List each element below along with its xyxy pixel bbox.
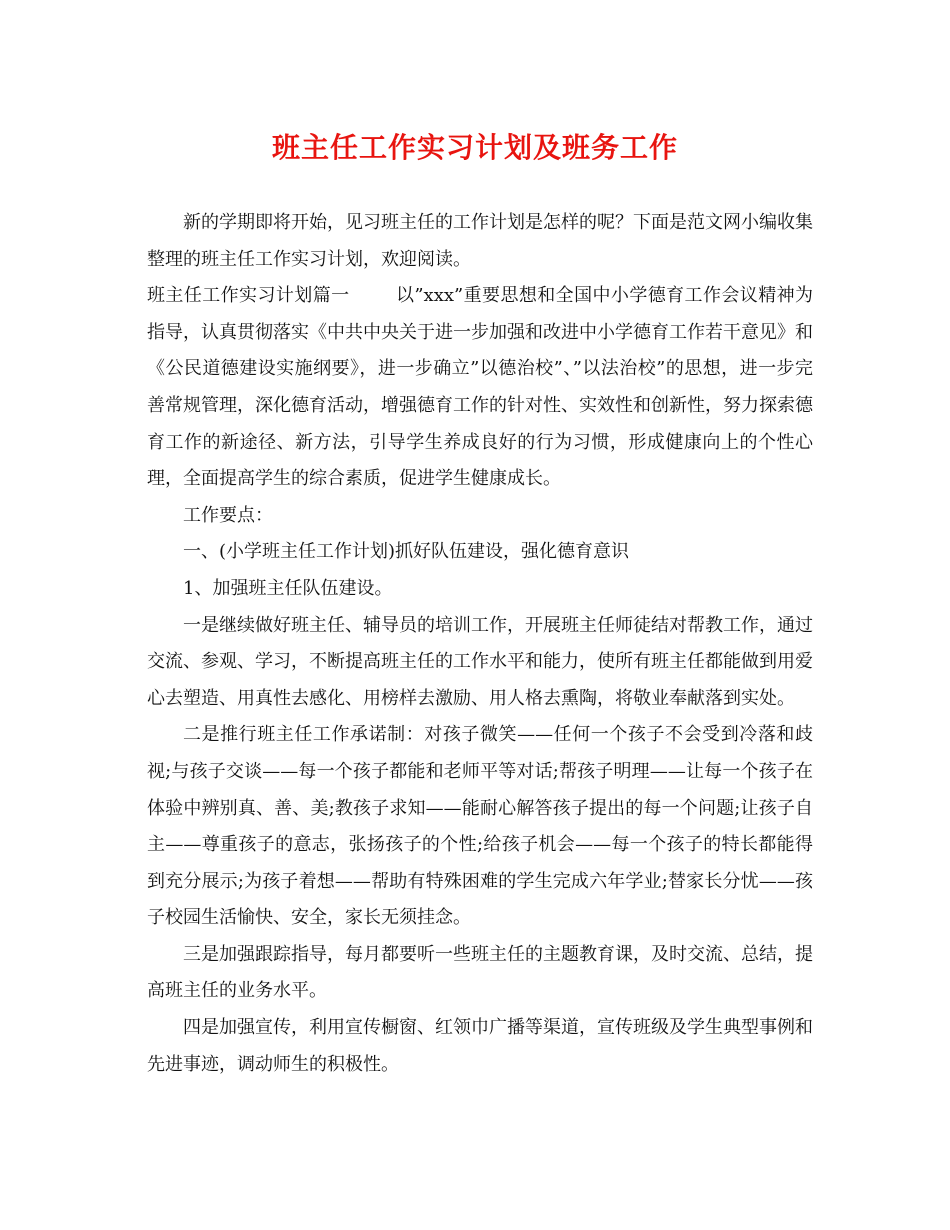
intro-paragraph: 新的学期即将开始，见习班主任的工作计划是怎样的呢？下面是范文网小编收集整理的班主任工作实习计划，欢迎阅读。 bbox=[147, 212, 813, 270]
section-paragraph bbox=[147, 278, 813, 498]
work-points-heading: 工作要点： bbox=[183, 504, 273, 526]
document-title: 班主任工作实习计划及班务工作 bbox=[271, 131, 678, 164]
paragraph-1: 一是继续做好班主任、辅导员的培训工作，开展班主任师徒结对帮教工作，通过交流、参观、学习，不断提高班主任的工作水平和能力，使所有班主任都能做到用爱心去塑造、用真性去感化、用榜样去激励、用人格去熏陶，将敬业奉献落到实处。 bbox=[147, 614, 813, 709]
subheading-1: 1、加强班主任队伍建设。 bbox=[183, 577, 393, 599]
heading-1: 一、(小学班主任工作计划)抓好队伍建设，强化德育意识 bbox=[183, 541, 630, 563]
paragraph-2: 二是推行班主任工作承诺制：对孩子微笑——任何一个孩子不会受到冷落和歧视;与孩子交谈——每一个孩子都能和老师平等对话;帮孩子明理——让每一个孩子在体验中辨别真、善、美;教孩子求知——能耐心解答孩子提出的每一个问题;让孩子自主——尊重孩子的意志，张扬孩子的个性;给孩子机会——每一个孩子的特长都能得到充分展示;为孩子着想——帮助有特殊困难的学生完成六年学业;替家长分忧——孩子校园生活愉快、安全，家长无须挂念。 bbox=[147, 724, 813, 929]
document-body bbox=[147, 205, 813, 1083]
paragraph-3: 三是加强跟踪指导，每月都要听一些班主任的主题教育课，及时交流、总结，提高班主任的业务水平。 bbox=[147, 943, 813, 1002]
section-label: 班主任工作实习计划篇一 bbox=[147, 285, 350, 307]
paragraph-4: 四是加强宣传，利用宣传橱窗、红领巾广播等渠道，宣传班级及学生典型事例和先进事迹，调动师生的积极性。 bbox=[147, 1017, 813, 1075]
section-text: 以”xxx”重要思想和全国中小学德育工作会议精神为指导，认真贯彻落实《中共中央关于进一步加强和改进中小学德育工作若干意见》和《公民道德建设实施纲要》，进一步确立”以德治校”、”以法治校”的思想，进一步完善常规管理，深化德育活动，增强德育工作的针对性、实效性和创新性，努力探索德育工作的新途径、新方法，引导学生养成良好的行为习惯，形成健康向上的个性心理，全面提高学生的综合素质，促进学生健康成长。 bbox=[147, 285, 814, 490]
